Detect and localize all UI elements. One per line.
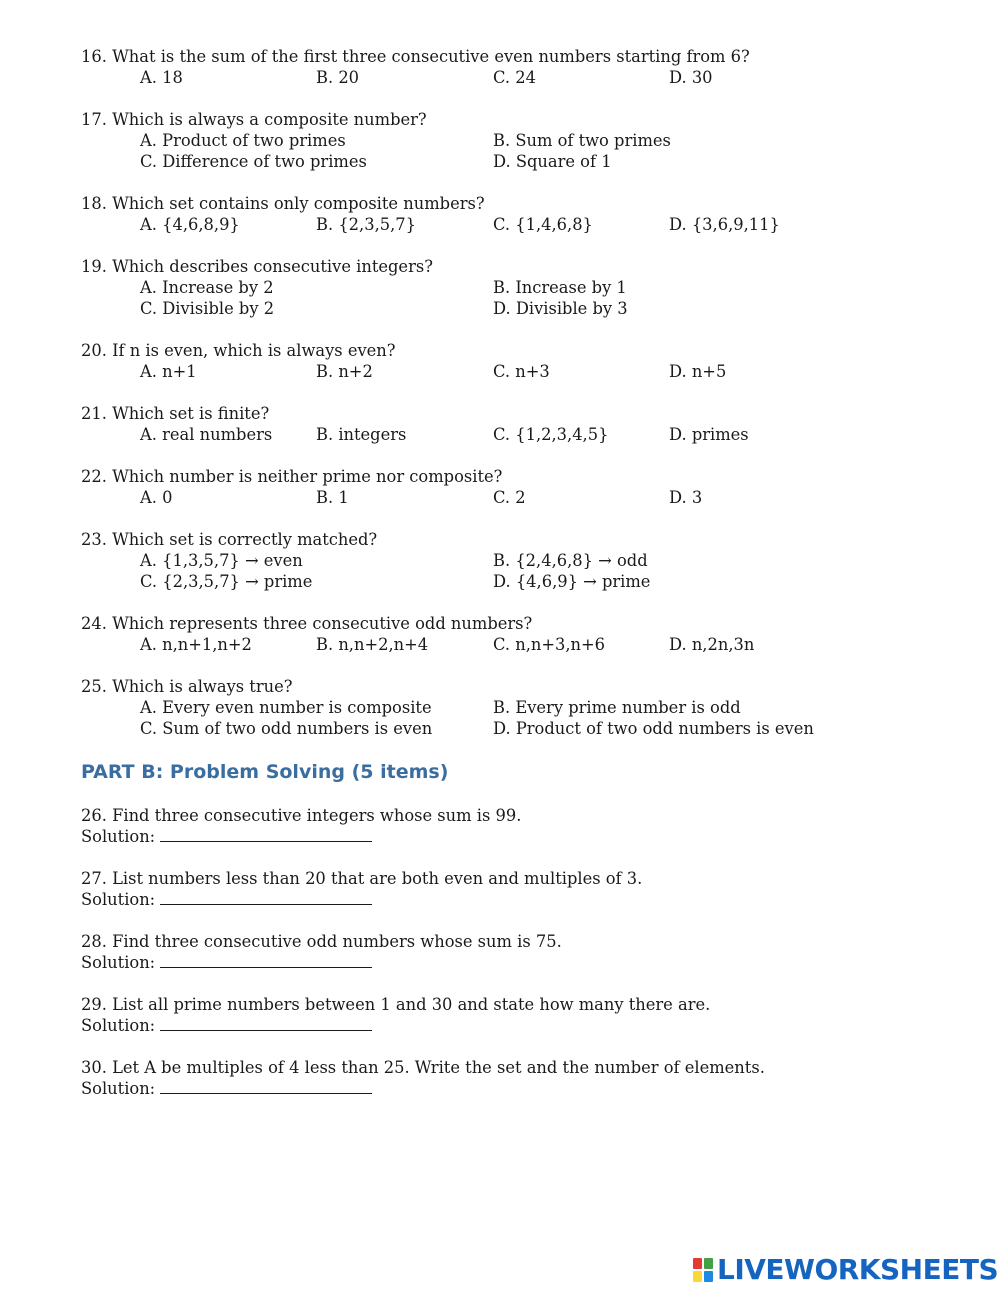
options-row — [81, 487, 941, 508]
answer-option[interactable]: B. Every prime number is odd — [493, 698, 741, 717]
question-text: 23. Which set is correctly matched? — [81, 530, 378, 549]
question-text: 19. Which describes consecutive integers? — [81, 257, 433, 276]
question-text: 20. If n is even, which is always even? — [81, 341, 396, 360]
problem-item — [81, 805, 941, 847]
options-row — [81, 298, 941, 319]
logo-block — [693, 1258, 702, 1269]
question-text: 25. Which is always true? — [81, 677, 293, 696]
multiple-choice-section — [81, 46, 941, 739]
answer-option[interactable]: D. Divisible by 3 — [493, 299, 628, 318]
answer-option[interactable]: B. {2,3,5,7} — [316, 215, 416, 234]
answer-option[interactable]: C. {1,2,3,4,5} — [493, 425, 609, 444]
solution-blank[interactable] — [160, 890, 372, 905]
answer-option[interactable]: D. n,2n,3n — [669, 635, 755, 654]
options-row — [81, 424, 941, 445]
solution-label: Solution: — [81, 1079, 156, 1098]
answer-option[interactable]: A. {1,3,5,7} → even — [140, 551, 303, 570]
question-item — [81, 340, 941, 382]
answer-option[interactable]: B. 20 — [316, 68, 360, 87]
answer-option[interactable]: B. 1 — [316, 488, 349, 507]
answer-option[interactable]: B. Sum of two primes — [493, 131, 671, 150]
answer-option[interactable]: A. n,n+1,n+2 — [140, 635, 252, 654]
problem-item — [81, 931, 941, 973]
question-item — [81, 403, 941, 445]
solution-label: Solution: — [81, 890, 156, 909]
answer-option[interactable]: C. Divisible by 2 — [140, 299, 275, 318]
problem-text: 28. Find three consecutive odd numbers whose sum is 75. — [81, 932, 562, 951]
answer-option[interactable]: C. {1,4,6,8} — [493, 215, 593, 234]
question-item — [81, 613, 941, 655]
answer-option[interactable]: C. Difference of two primes — [140, 152, 367, 171]
answer-option[interactable]: D. 3 — [669, 488, 703, 507]
question-text: 16. What is the sum of the first three consecutive even numbers starting from 6? — [81, 47, 750, 66]
answer-option[interactable]: C. n,n+3,n+6 — [493, 635, 606, 654]
question-item — [81, 466, 941, 508]
answer-option[interactable]: C. 2 — [493, 488, 526, 507]
question-item — [81, 529, 941, 592]
answer-option[interactable]: B. {2,4,6,8} → odd — [493, 551, 648, 570]
options-row — [81, 571, 941, 592]
answer-option[interactable]: D. 30 — [669, 68, 713, 87]
solution-line — [81, 1078, 941, 1099]
answer-option[interactable]: C. n+3 — [493, 362, 550, 381]
answer-option[interactable]: B. n+2 — [316, 362, 373, 381]
options-row — [81, 67, 941, 88]
problem-text: 29. List all prime numbers between 1 and 30 and state how many there are. — [81, 995, 711, 1014]
question-text: 18. Which set contains only composite numbers? — [81, 194, 485, 213]
solution-blank[interactable] — [160, 1016, 372, 1031]
problem-text: 26. Find three consecutive integers whose sum is 99. — [81, 806, 522, 825]
question-item — [81, 46, 941, 88]
answer-option[interactable]: A. n+1 — [140, 362, 197, 381]
options-row — [81, 277, 941, 298]
solution-line — [81, 826, 941, 847]
answer-option[interactable]: B. n,n+2,n+4 — [316, 635, 429, 654]
solution-label: Solution: — [81, 827, 156, 846]
problem-item — [81, 994, 941, 1036]
answer-option[interactable]: C. 24 — [493, 68, 536, 87]
solution-blank[interactable] — [160, 827, 372, 842]
solution-blank[interactable] — [160, 953, 372, 968]
answer-option[interactable]: C. Sum of two odd numbers is even — [140, 719, 433, 738]
options-row — [81, 130, 941, 151]
answer-option[interactable]: C. {2,3,5,7} → prime — [140, 572, 313, 591]
part-b-heading: PART B: Problem Solving (5 items) — [81, 761, 449, 783]
options-row — [81, 634, 941, 655]
answer-option[interactable]: D. {3,6,9,11} — [669, 215, 780, 234]
question-text: 21. Which set is finite? — [81, 404, 270, 423]
answer-option[interactable]: A. Increase by 2 — [140, 278, 274, 297]
answer-option[interactable]: D. {4,6,9} → prime — [493, 572, 651, 591]
answer-option[interactable]: A. 18 — [140, 68, 183, 87]
answer-option[interactable]: D. primes — [669, 425, 749, 444]
options-row — [81, 718, 941, 739]
problem-text: 30. Let A be multiples of 4 less than 25. Write the set and the number of elements. — [81, 1058, 765, 1077]
answer-option[interactable]: A. Product of two primes — [140, 131, 346, 150]
question-text: 17. Which is always a composite number? — [81, 110, 427, 129]
solution-line — [81, 1015, 941, 1036]
question-item — [81, 109, 941, 172]
options-row — [81, 214, 941, 235]
question-text: 24. Which represents three consecutive odd numbers? — [81, 614, 533, 633]
worksheet-page — [81, 46, 941, 1099]
question-item — [81, 676, 941, 739]
answer-option[interactable]: D. Square of 1 — [493, 152, 612, 171]
logo-block — [704, 1271, 713, 1282]
question-item — [81, 193, 941, 235]
logo-block — [693, 1271, 702, 1282]
options-row — [81, 361, 941, 382]
logo-text: LIVEWORKSHEETS — [717, 1253, 999, 1286]
solution-line — [81, 952, 941, 973]
answer-option[interactable]: D. n+5 — [669, 362, 727, 381]
liveworksheets-logo — [693, 1254, 998, 1286]
options-row — [81, 697, 941, 718]
problem-text: 27. List numbers less than 20 that are both even and multiples of 3. — [81, 869, 643, 888]
solution-blank[interactable] — [160, 1079, 372, 1094]
question-item — [81, 256, 941, 319]
answer-option[interactable]: D. Product of two odd numbers is even — [493, 719, 814, 738]
problem-item — [81, 868, 941, 910]
solution-label: Solution: — [81, 953, 156, 972]
answer-option[interactable]: A. real numbers — [140, 425, 273, 444]
answer-option[interactable]: B. Increase by 1 — [493, 278, 627, 297]
problem-item — [81, 1057, 941, 1099]
question-text: 22. Which number is neither prime nor composite? — [81, 467, 503, 486]
logo-blocks-icon — [693, 1258, 713, 1282]
answer-option[interactable]: A. Every even number is composite — [140, 698, 432, 717]
answer-option[interactable]: A. {4,6,8,9} — [140, 215, 240, 234]
logo-block — [704, 1258, 713, 1269]
solution-label: Solution: — [81, 1016, 156, 1035]
options-row — [81, 550, 941, 571]
options-row — [81, 151, 941, 172]
solution-line — [81, 889, 941, 910]
answer-option[interactable]: A. 0 — [140, 488, 173, 507]
problem-solving-section — [81, 784, 941, 1099]
answer-option[interactable]: B. integers — [316, 425, 407, 444]
